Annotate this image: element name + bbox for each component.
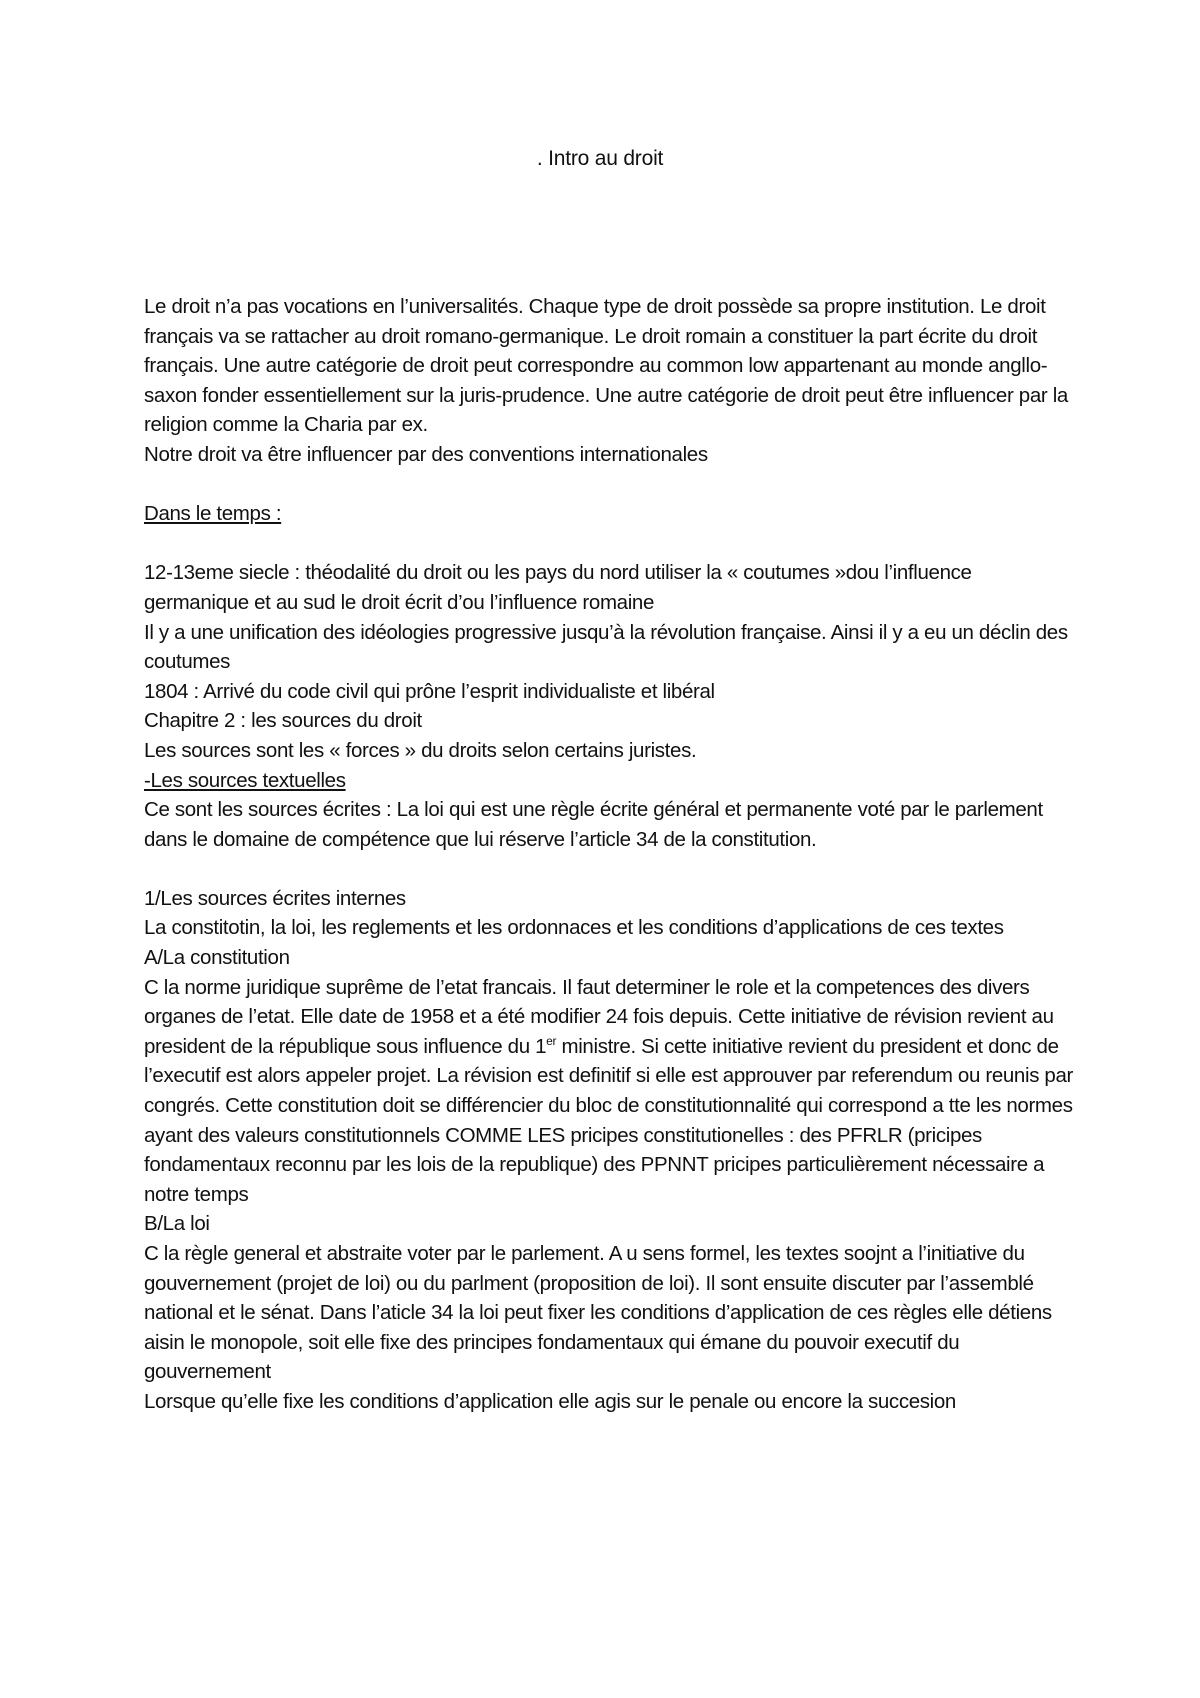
temps-paragraph-3: 1804 : Arrivé du code civil qui prône l’esprit individualiste et libéral	[144, 679, 715, 703]
loi-paragraph: C la règle general et abstraite voter par le parlement. A u sens formel, les textes soojnt a l’initiative du gouvernement (projet de loi) ou du parlment (proposition de loi). Il sont ensuite discuter par l’assemblé national et le sénat. Dans l’aticle 34 la loi peut fixer les conditions d’application de ces règles elle détiens aisin le monopole, soit elle fixe des principes fondamentaux qui émane du pouvoir executif du gouvernement	[144, 1242, 1052, 1384]
blank-line	[144, 529, 1079, 559]
intro-paragraph: Le droit n’a pas vocations en l’universalités. Chaque type de droit possède sa propre institution. Le droit français va se rattacher au droit romano-germanique. Le droit romain a constituer la part écrite du droit français. Une autre catégorie de droit peut correspondre au common low appartenant au monde angllo-saxon fonder essentiellement sur la juris-prudence. Une autre catégorie de droit peut être influencer par la religion comme la Charia par ex.	[144, 295, 1068, 437]
section-heading-internes: 1/Les sources écrites internes	[144, 886, 406, 910]
document-title: . Intro au droit	[536, 147, 664, 170]
loi-paragraph-last: Lorsque qu’elle fixe les conditions d’application elle agis sur le penale ou encore la succesion	[144, 1389, 956, 1413]
section-heading-temps: Dans le temps :	[144, 502, 282, 526]
blank-line	[144, 470, 1079, 500]
constitution-text-start: C la norme juridique suprême de l’etat francais. Il faut determiner le role et la competences des divers organes de l’etat. Elle date de 1958 et a été modifier 24 fois depuis. Cette initiative de révision revient au president de la république sous influence du 1	[144, 975, 1054, 1058]
section-heading-textuelles: -Les sources textuelles	[144, 768, 346, 792]
textuelles-paragraph: Ce sont les sources écrites : La loi qui est une règle écrite général et permanente voté par le parlement dans le domaine de compétence que lui réserve l’article 34 de la constitution.	[144, 798, 1043, 851]
sources-definition: Les sources sont les « forces » du droits selon certains juristes.	[144, 738, 697, 762]
blank-line	[144, 854, 1079, 884]
intro-line: Notre droit va être influencer par des conventions internationales	[144, 442, 708, 466]
document-body	[144, 292, 1079, 1417]
section-heading-constitution: A/La constitution	[144, 946, 290, 970]
section-heading-loi: B/La loi	[144, 1212, 210, 1236]
superscript-er: er	[546, 1034, 557, 1049]
chapter-heading: Chapitre 2 : les sources du droit	[144, 709, 422, 733]
internes-paragraph: La constitotin, la loi, les reglements et les ordonnaces et les conditions d’applications de ces textes	[144, 916, 1004, 940]
constitution-text-end: ministre. Si cette initiative revient du president et donc de l’executif est alors appeler projet. La révision est definitif si elle est approuver par referendum ou reunis par congrés. Cette constitution doit se différencier du bloc de constitutionnalité qui correspond a tte les normes ayant des valeurs constitutionnels COMME LES pricipes constitutionelles : des PFRLR (pricipes fondamentaux reconnu par les lois de la republique) des PPNNT pricipes particulièrement nécessaire a notre temps	[144, 1034, 1074, 1206]
temps-paragraph-2: Il y a une unification des idéologies progressive jusqu’à la révolution française. Ainsi il y a eu un déclin des coutumes	[144, 620, 1068, 674]
temps-paragraph-1: 12-13eme siecle : théodalité du droit ou les pays du nord utiliser la « coutumes »dou l’influence germanique et au sud le droit écrit d’ou l’influence romaine	[144, 561, 972, 614]
constitution-paragraph	[144, 973, 1079, 1210]
